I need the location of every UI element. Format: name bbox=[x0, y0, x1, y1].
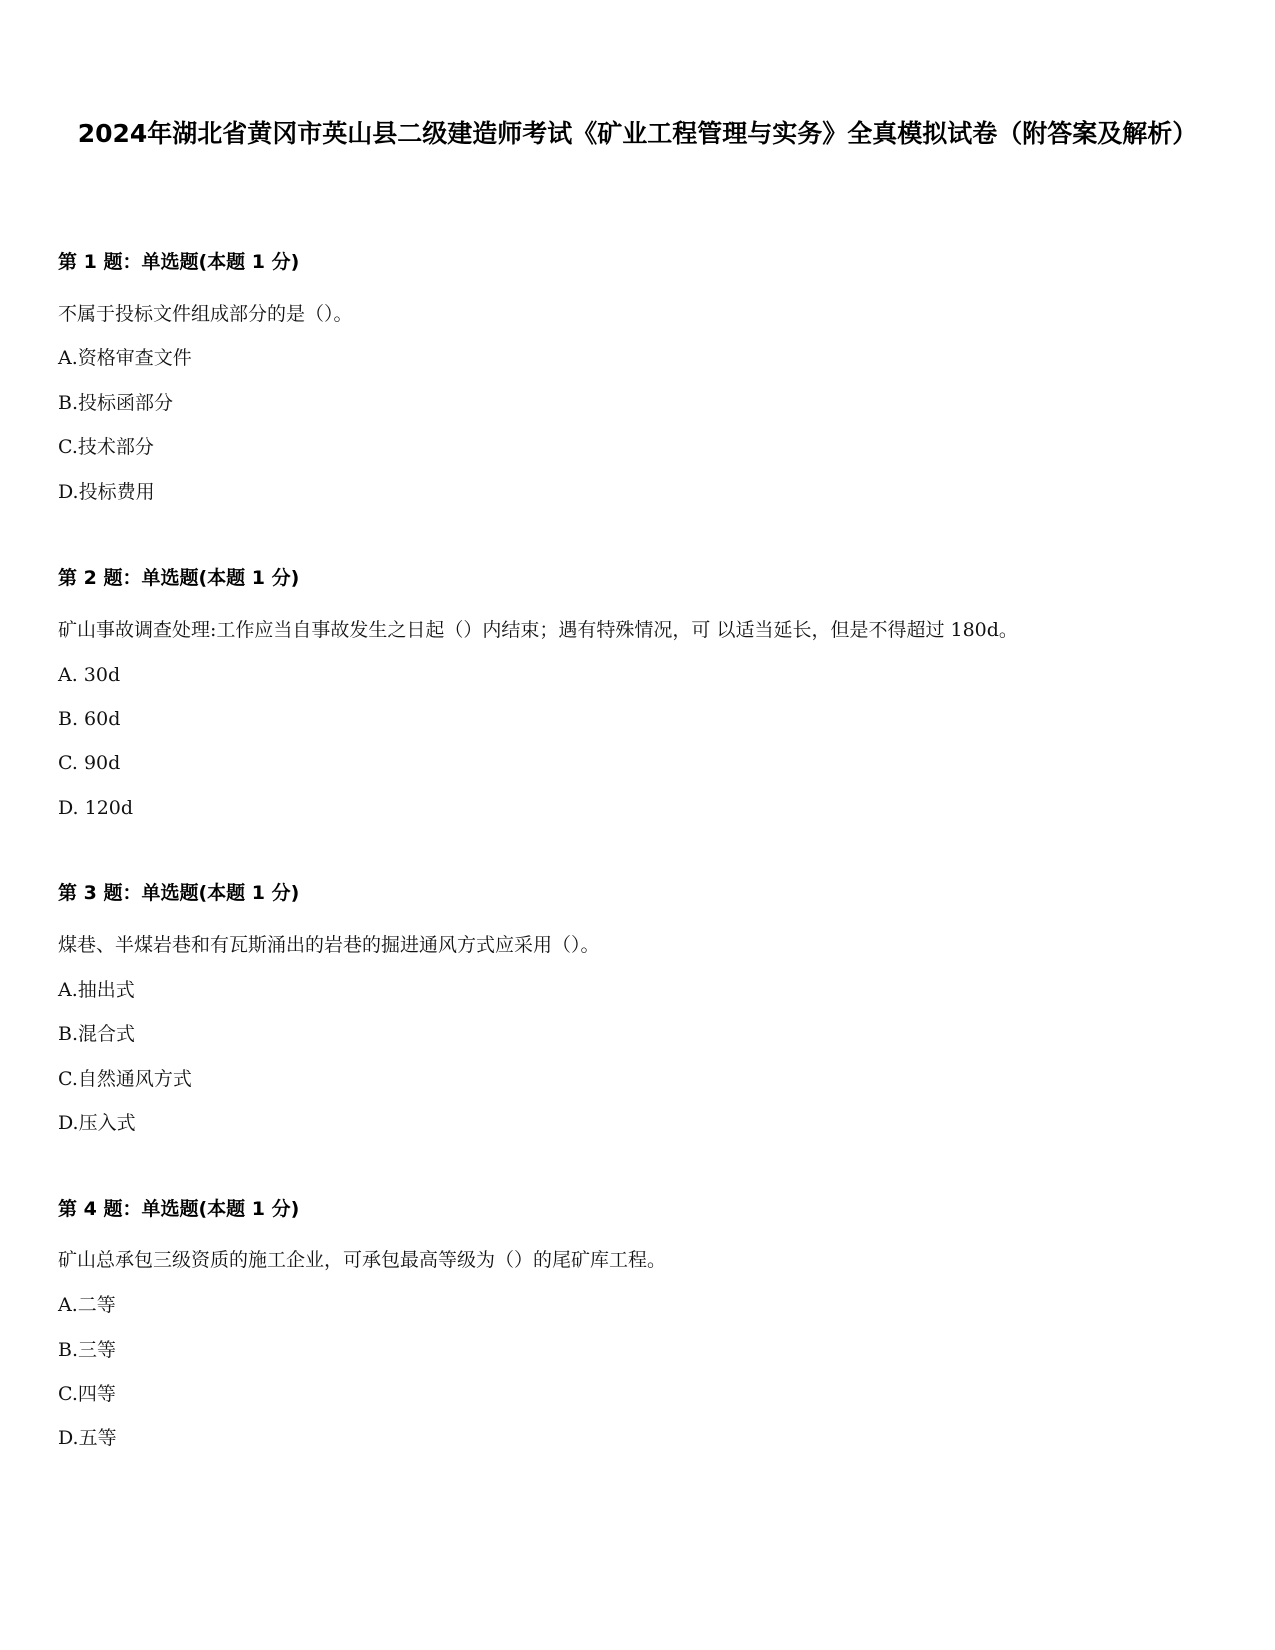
question-3-option-a: A.抽出式 bbox=[58, 979, 135, 1001]
question-2-header: 第 2 题：单选题(本题 1 分) bbox=[58, 567, 300, 589]
question-1-option-a: A.资格审查文件 bbox=[58, 347, 192, 369]
question-1-option-b: B.投标函部分 bbox=[58, 392, 174, 414]
question-3-header: 第 3 题：单选题(本题 1 分) bbox=[58, 882, 300, 904]
question-4-option-c: C.四等 bbox=[58, 1383, 116, 1405]
question-2-option-b: B. 60d bbox=[58, 708, 121, 730]
question-4-stem: 矿山总承包三级资质的施工企业，可承包最高等级为（）的尾矿库工程。 bbox=[58, 1249, 667, 1271]
question-2-option-d: D. 120d bbox=[58, 797, 134, 819]
question-4-option-d: D.五等 bbox=[58, 1427, 117, 1449]
question-3-option-b: B.混合式 bbox=[58, 1023, 136, 1045]
question-2-stem: 矿山事故调查处理:工作应当自事故发生之日起（）内结束；遇有特殊情况，可 以适当延长，但是不得超过 180d。 bbox=[58, 619, 1018, 641]
question-4-header: 第 4 题：单选题(本题 1 分) bbox=[58, 1198, 300, 1220]
question-3-option-d: D.压入式 bbox=[58, 1112, 136, 1134]
question-4-option-a: A.二等 bbox=[58, 1294, 116, 1316]
question-1-option-d: D.投标费用 bbox=[58, 481, 155, 503]
question-1-option-c: C.技术部分 bbox=[58, 436, 154, 458]
question-1-header: 第 1 题：单选题(本题 1 分) bbox=[58, 251, 300, 273]
document-title: 2024年湖北省黄冈市英山县二级建造师考试《矿业工程管理与实务》全真模拟试卷（附答案及解析） bbox=[77, 119, 1198, 148]
question-3-stem: 煤巷、半煤岩巷和有瓦斯涌出的岩巷的掘进通风方式应采用（）。 bbox=[58, 934, 600, 956]
question-2-option-c: C. 90d bbox=[58, 752, 121, 774]
question-2-option-a: A. 30d bbox=[58, 664, 121, 686]
question-1-stem: 不属于投标文件组成部分的是（）。 bbox=[58, 303, 353, 325]
question-4-option-b: B.三等 bbox=[58, 1339, 117, 1361]
question-3-option-c: C.自然通风方式 bbox=[58, 1068, 192, 1090]
